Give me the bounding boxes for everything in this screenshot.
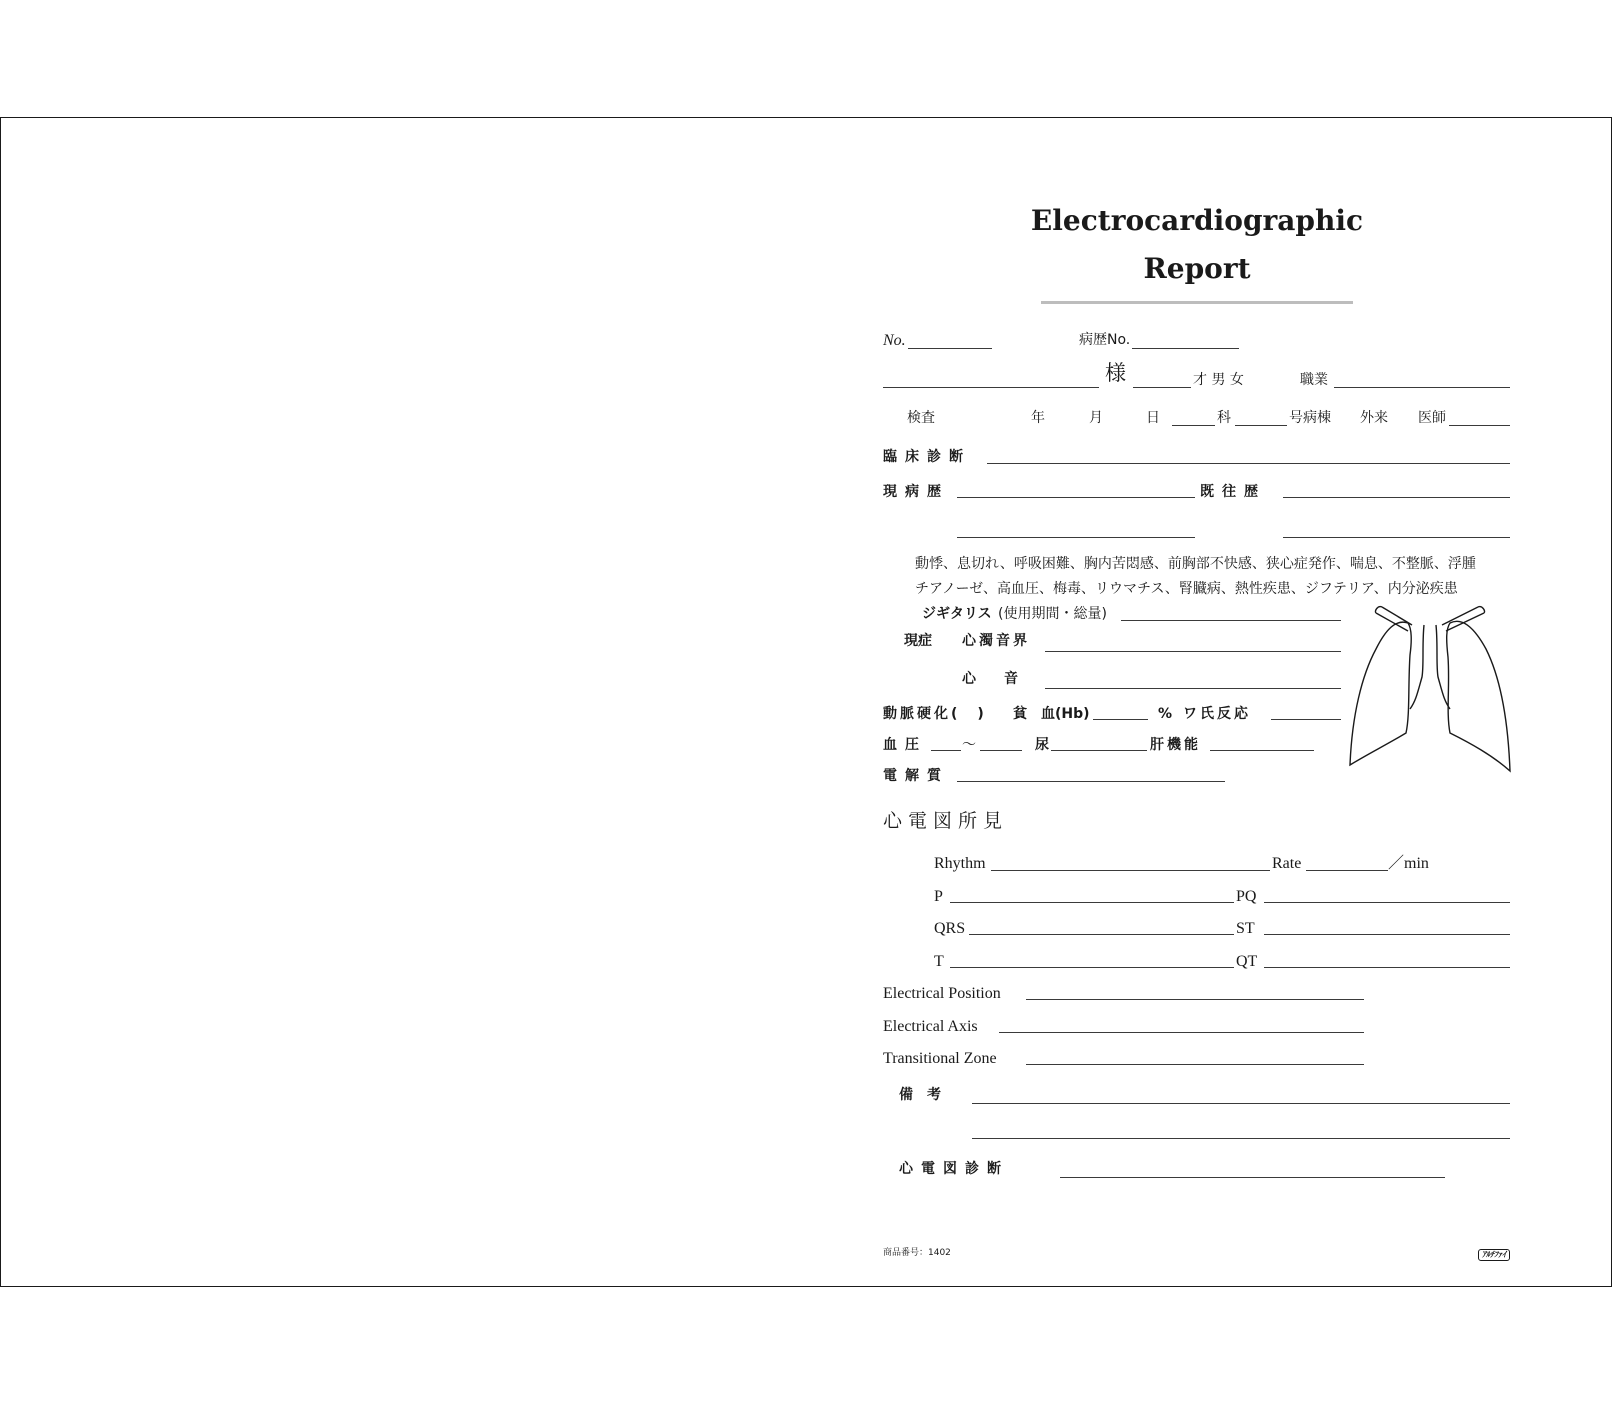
no-field[interactable] xyxy=(908,348,992,349)
title-underline xyxy=(1041,301,1353,304)
sama-label: 様 xyxy=(1105,361,1126,385)
rate-label: Rate xyxy=(1272,855,1302,872)
exam-label: 検査 xyxy=(907,410,935,426)
electrical-axis-label: Electrical Axis xyxy=(883,1018,978,1035)
past-history-label: 既往歴 xyxy=(1200,484,1266,500)
age-sex-label: 才 男 女 xyxy=(1193,372,1244,388)
ecg-findings-heading: 心電図所見 xyxy=(883,810,1009,832)
electrical-position-label: Electrical Position xyxy=(883,985,1001,1002)
t-field[interactable] xyxy=(950,967,1234,968)
rhythm-label: Rhythm xyxy=(934,855,986,872)
ecg-diagnosis-field[interactable] xyxy=(1060,1177,1445,1178)
electrical-axis-field[interactable] xyxy=(999,1032,1364,1033)
dept-label: 科 xyxy=(1217,410,1231,426)
past-history-field-2[interactable] xyxy=(1283,537,1510,538)
current-findings-label: 現症 xyxy=(904,633,932,649)
age-field[interactable] xyxy=(1133,387,1191,388)
day-label: 日 xyxy=(1146,410,1160,426)
ward-label: 号病棟 xyxy=(1289,410,1331,426)
qrs-field[interactable] xyxy=(969,934,1234,935)
qt-field[interactable] xyxy=(1264,967,1510,968)
percent-label: % xyxy=(1158,706,1173,722)
heart-sounds-label: 心 音 xyxy=(962,671,1018,687)
transitional-zone-field[interactable] xyxy=(1026,1064,1364,1065)
doctor-field[interactable] xyxy=(1449,425,1510,426)
wassermann-label: ワ氏反応 xyxy=(1183,706,1251,722)
bp-tilde: ～ xyxy=(962,737,976,753)
heart-sounds-field[interactable] xyxy=(1045,688,1341,689)
lungs-outline-icon xyxy=(1346,605,1514,775)
clinical-diagnosis-label: 臨床診断 xyxy=(883,449,971,465)
no-label: No. xyxy=(883,332,906,349)
electrolytes-field[interactable] xyxy=(957,781,1225,782)
ward-field[interactable] xyxy=(1235,425,1287,426)
urine-field[interactable] xyxy=(1051,750,1147,751)
liver-function-field[interactable] xyxy=(1210,750,1314,751)
chart-no-field[interactable] xyxy=(1132,348,1239,349)
bp-diastolic-field[interactable] xyxy=(980,750,1022,751)
clinical-diagnosis-field[interactable] xyxy=(987,463,1510,464)
p-field[interactable] xyxy=(950,902,1234,903)
st-label: ST xyxy=(1236,920,1255,937)
chart-no-label: 病歴No. xyxy=(1079,332,1131,348)
arteriosclerosis-label: 動脈硬化( ) xyxy=(883,706,987,722)
rhythm-field[interactable] xyxy=(991,870,1270,871)
cardiac-dullness-label: 心濁音界 xyxy=(962,633,1030,649)
rate-field[interactable] xyxy=(1306,870,1388,871)
urine-label: 尿 xyxy=(1035,737,1049,753)
doctor-label: 医師 xyxy=(1418,410,1446,426)
remarks-field[interactable] xyxy=(972,1103,1510,1104)
digitalis-note: (使用期間・総量) xyxy=(998,606,1107,622)
t-label: T xyxy=(934,953,944,970)
report-title-line2: Report xyxy=(1143,252,1251,285)
past-history-field[interactable] xyxy=(1283,497,1510,498)
patient-name-field[interactable] xyxy=(883,387,1099,388)
wassermann-field[interactable] xyxy=(1271,719,1341,720)
remarks-label: 備 考 xyxy=(899,1087,941,1103)
symptoms-line2: チアノーゼ、高血圧、梅毒、リウマチス、腎臓病、熱性疾患、ジフテリア、内分泌疾患 xyxy=(915,581,1458,597)
hb-field[interactable] xyxy=(1093,719,1148,720)
year-label: 年 xyxy=(1031,410,1045,426)
pq-label: PQ xyxy=(1236,888,1257,905)
present-illness-field[interactable] xyxy=(957,497,1195,498)
liver-function-label: 肝機能 xyxy=(1150,737,1201,753)
transitional-zone-label: Transitional Zone xyxy=(883,1050,997,1067)
symptoms-line1: 動悸、息切れ、呼吸困難、胸内苦悶感、前胸部不快感、狭心症発作、喘息、不整脈、浮腫 xyxy=(915,556,1476,572)
occupation-field[interactable] xyxy=(1334,387,1510,388)
occupation-label: 職業 xyxy=(1300,372,1328,388)
p-label: P xyxy=(934,888,943,905)
digitalis-label: ジギタリス xyxy=(922,606,992,622)
bp-systolic-field[interactable] xyxy=(931,750,961,751)
outpatient-label: 外来 xyxy=(1360,410,1388,426)
cardiac-dullness-field[interactable] xyxy=(1045,651,1341,652)
electrolytes-label: 電解質 xyxy=(883,768,949,784)
blood-pressure-label: 血圧 xyxy=(883,737,927,753)
qrs-label: QRS xyxy=(934,920,966,937)
ecg-diagnosis-label: 心電図診断 xyxy=(899,1161,1009,1177)
product-number: 商品番号：1402 xyxy=(883,1248,951,1258)
st-field[interactable] xyxy=(1264,934,1510,935)
report-title-line1: Electrocardiographic xyxy=(1030,204,1364,237)
present-illness-field-2[interactable] xyxy=(957,537,1195,538)
present-illness-label: 現病歴 xyxy=(883,484,949,500)
per-min-label: ／min xyxy=(1388,855,1429,872)
brand-logo: ｱﾙﾁﾌｧｲ xyxy=(1478,1249,1510,1261)
anemia-label: 貧 血(Hb) xyxy=(1013,706,1090,722)
qt-label: QT xyxy=(1236,953,1258,970)
digitalis-field[interactable] xyxy=(1121,620,1341,621)
month-label: 月 xyxy=(1089,410,1103,426)
remarks-field-2[interactable] xyxy=(972,1138,1510,1139)
pq-field[interactable] xyxy=(1264,902,1510,903)
electrical-position-field[interactable] xyxy=(1026,999,1364,1000)
dept-field[interactable] xyxy=(1172,425,1215,426)
